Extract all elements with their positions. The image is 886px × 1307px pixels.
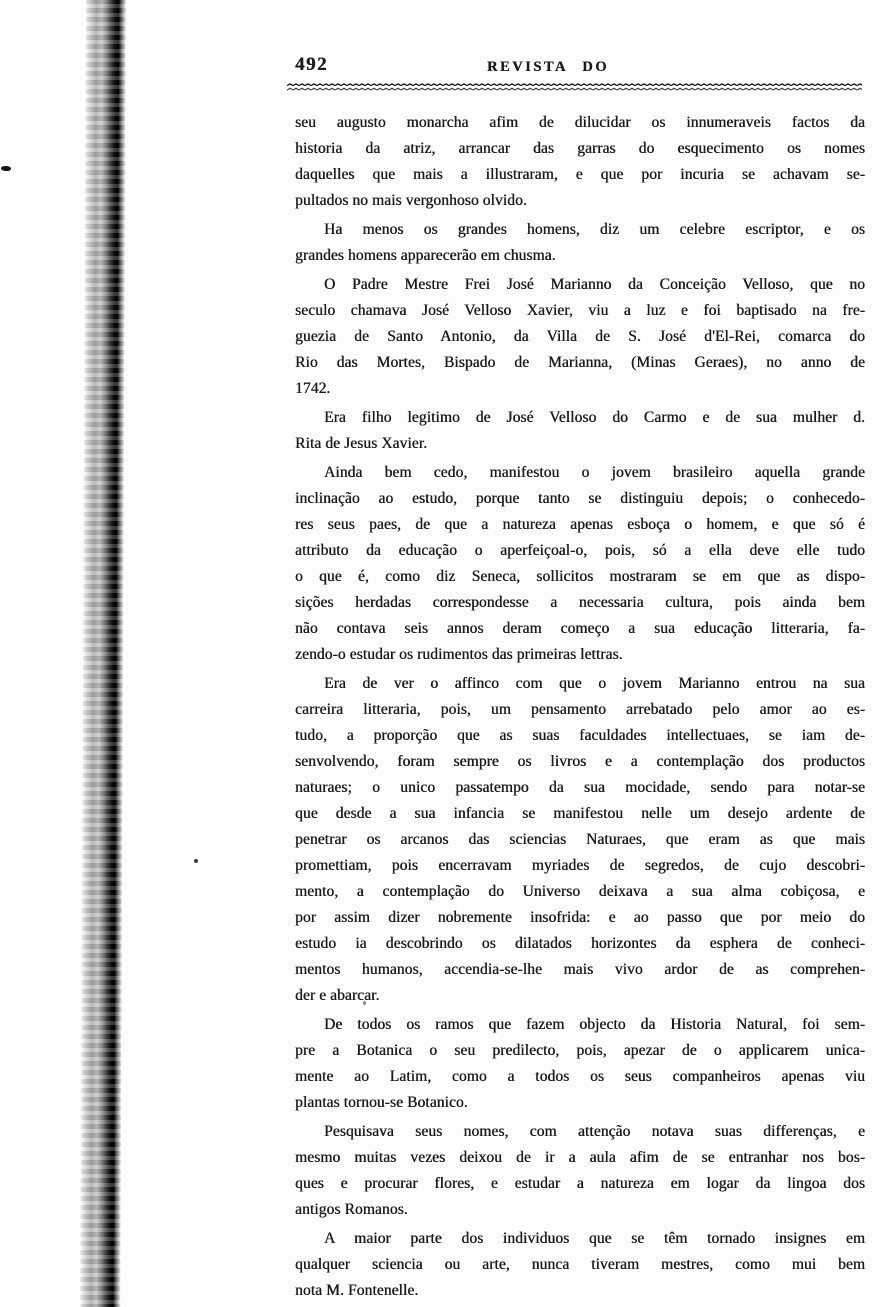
binding-edge — [80, 0, 126, 1307]
running-title: REVISTA DO — [487, 59, 609, 75]
text-line: antigos Romanos. — [295, 1201, 408, 1218]
paragraph — [295, 217, 865, 269]
ink-speck — [194, 859, 198, 863]
ink-speck — [1, 165, 11, 171]
paragraph — [295, 1226, 865, 1304]
text-line: pultados no mais vergonhoso olvido. — [295, 192, 527, 209]
text-line: qualquer sciencia ou arte, nunca tiveram mestres, como mui bem — [295, 1256, 865, 1273]
text-line: estudo ia descobrindo os dilatados horizontes da esphera de conheci- — [295, 935, 865, 952]
text-line: A maior parte dos individuos que se têm tornado insignes em — [324, 1230, 865, 1247]
text-line: Era de ver o affinco com que o jovem Marianno entrou na sua — [324, 675, 865, 692]
text-line: mento, a contemplação do Universo deixava a sua alma cobiçosa, e — [295, 883, 865, 900]
paragraph — [295, 405, 865, 457]
text-line: não contava seis annos deram começo a sua educação litteraria, fa- — [295, 620, 865, 637]
paragraph — [295, 1119, 865, 1223]
text-line: daquelles que mais a illustraram, e que por incuria se achavam se- — [295, 166, 865, 183]
text-line: ques e procurar flores, e estudar a natureza em logar da lingoa dos — [295, 1175, 865, 1192]
text-line: inclinação ao estudo, porque tanto se distinguiu depois; o conhecedo- — [295, 490, 865, 507]
text-line: naturaes; o unico passatempo da sua mocidade, sendo para notar-se — [295, 779, 865, 796]
text-line: carreira litteraria, pois, um pensamento arrebatado pelo amor ao es- — [295, 701, 865, 718]
text-line: que desde a sua infancia se manifestou nelle um desejo ardente de — [295, 805, 865, 822]
text-line: tudo, a proporção que as suas faculdades intellectuaes, se iam de- — [295, 727, 865, 744]
text-line: guezia de Santo Antonio, da Villa de S. José d'El-Rei, comarca do — [295, 328, 865, 345]
text-line: 1742. — [295, 380, 331, 397]
paragraph — [295, 671, 865, 1009]
text-line: Pesquisava seus nomes, com attenção notava suas differenças, e — [324, 1123, 865, 1140]
text-line: seu augusto monarcha afim de dilucidar os innumeraveis factos da — [295, 114, 865, 131]
text-line: pre a Botanica o seu predilecto, pois, apezar de o applicarem unica- — [295, 1042, 865, 1059]
text-line: grandes homens apparecerão em chusma. — [295, 247, 556, 264]
text-line: penetrar os arcanos das sciencias Naturaes, que eram as que mais — [295, 831, 865, 848]
text-line: o que é, como diz Seneca, sollicitos mostraram se em que as dispo- — [295, 568, 865, 585]
paragraph — [295, 272, 865, 402]
text-line: plantas tornou-se Botanico. — [295, 1094, 468, 1111]
text-line: De todos os ramos que fazem objecto da Historia Natural, foi sem- — [324, 1016, 865, 1033]
page-number: 492 — [295, 54, 328, 75]
text-line: promettiam, pois encerravam myriades de segredos, de cujo descobri- — [295, 857, 865, 874]
text-line: Ha menos os grandes homens, diz um celebre escriptor, e os — [324, 221, 865, 238]
text-line: Rio das Mortes, Bispado de Marianna, (Minas Geraes), no anno de — [295, 354, 865, 371]
paragraph — [295, 110, 865, 214]
page-text — [295, 0, 865, 1304]
text-line: Rita de Jesus Xavier. — [295, 435, 428, 452]
text-line: historia da atriz, arrancar das garras do esquecimento os nomes — [295, 140, 865, 157]
text-line: por assim dizer nobremente insofrida: e ao passo que por meio do — [295, 909, 865, 926]
text-line: attributo da educação o aperfeiçoal-o, pois, só a ella deve elle tudo — [295, 542, 865, 559]
paragraph — [295, 1012, 865, 1116]
text-line: seculo chamava José Velloso Xavier, viu a luz e foi baptisado na fre- — [295, 302, 865, 319]
text-line: mesmo muitas vezes deixou de ir a aula afim de se entranhar nos bos- — [295, 1149, 865, 1166]
text-line: der e abarcar. — [295, 987, 380, 1004]
text-line: senvolvendo, foram sempre os livros e a contemplação dos productos — [295, 753, 865, 770]
text-line: mentos humanos, accendia-se-lhe mais vivo ardor de as comprehen- — [295, 961, 865, 978]
text-line: mente ao Latim, como a todos os seus companheiros apenas viu — [295, 1068, 865, 1085]
text-line: nota M. Fontenelle. — [295, 1282, 419, 1299]
text-line: Era filho legitimo de José Velloso do Carmo e de sua mulher d. — [324, 409, 865, 426]
paragraph — [295, 460, 865, 668]
text-line: sições herdadas correspondesse a necessaria cultura, pois ainda bem — [295, 594, 865, 611]
text-line: Ainda bem cedo, manifestou o jovem brasileiro aquella grande — [324, 464, 865, 481]
text-line: res seus paes, de que a natureza apenas esboça o homem, e que só é — [295, 516, 865, 533]
text-line: zendo-o estudar os rudimentos das primeiras lettras. — [295, 646, 623, 663]
text-line: O Padre Mestre Frei José Marianno da Conceição Velloso, que no — [324, 276, 865, 293]
